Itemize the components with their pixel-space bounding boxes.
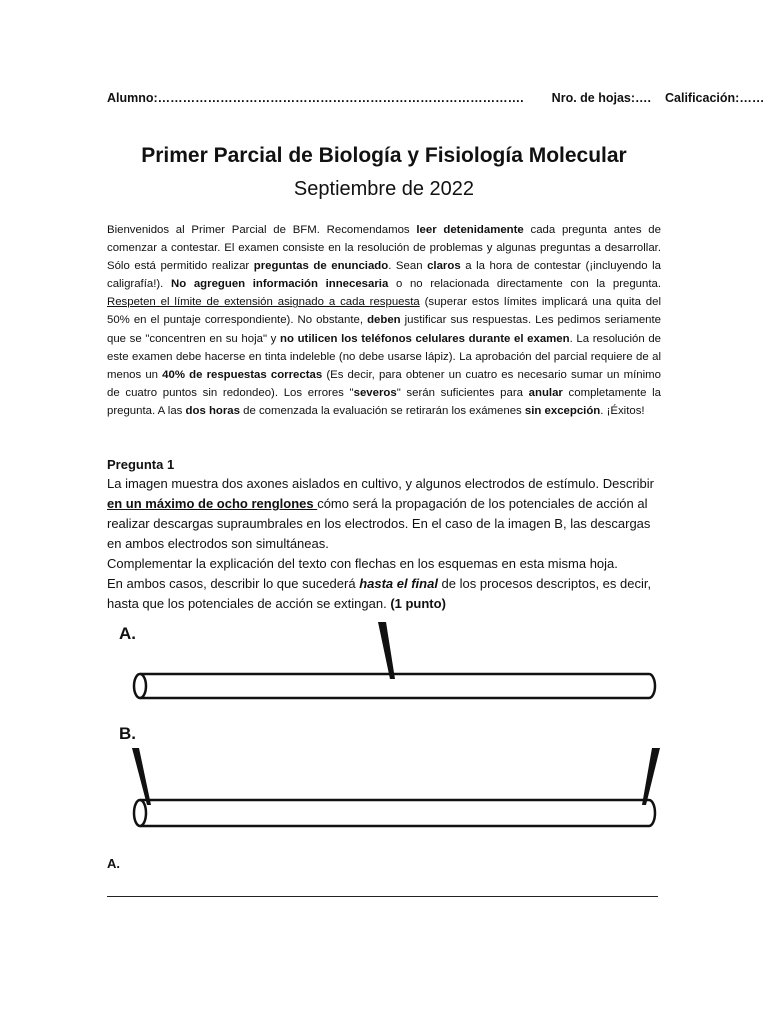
text-run: La imagen muestra dos axones aislados en cultivo, y algunos electrodos de estímulo. Describir (107, 476, 655, 491)
text-run: justificar sus respuestas. Les pedimos seriamente que se "concentren en su hoja" y (107, 314, 661, 345)
nro-hojas-field: Nro. de hojas:…. (551, 91, 651, 105)
bold-text: no utilicen los teléfonos celulares durante el examen (280, 332, 570, 345)
text-run: (Es decir, para obtener un cuatro es necesario sumar un mínimo de cuatro puntos sin redondeo). Los errores " (107, 368, 661, 399)
figure-a-label: A. (119, 624, 136, 643)
bold-text: severos (353, 386, 397, 399)
text-run: . ¡Éxitos! (600, 404, 645, 417)
answer-a-line[interactable] (107, 896, 658, 897)
bold-text: preguntas de enunciado (253, 260, 389, 273)
bold-text: (1 punto) (390, 596, 446, 611)
text-run: " serán suficientes para (396, 386, 529, 399)
bold-text: leer detenidamente (416, 224, 524, 236)
bold-text: dos horas (185, 404, 240, 417)
text-run: a la hora de contestar (¡incluyendo la caligrafía!). (107, 260, 661, 291)
bold-text: claros (427, 260, 461, 273)
figure-b-label: B. (119, 724, 136, 743)
text-run: completamente la pregunta. A las (107, 386, 661, 417)
bold-text: No agreguen información innecesaria (171, 278, 389, 291)
exam-date: Septiembre de 2022 (293, 178, 475, 200)
alumno-field: Alumno:……………………………………………………………………………. (107, 91, 524, 105)
text-run: . Sean (388, 260, 428, 273)
electrode-a (378, 622, 395, 679)
text-run: cada pregunta antes de comenzar a contestar. El examen consiste en la resolución de problemas y algunas preguntas a desarrollar. Sólo está permitido realizar (107, 224, 661, 273)
text-run: de comenzada la evaluación se retirarán los exámenes (239, 404, 525, 417)
text-run: . La resolución de este examen debe hacerse en tinta indeleble (no debe usarse lápiz). La aprobación del parcial requiere de al menos un (107, 332, 661, 381)
exam-title: Primer Parcial de Biología y Fisiología Molecular (141, 144, 627, 167)
axon-b (134, 800, 655, 826)
underlined-text: Respeten el límite de extensión asignado a cada respuesta (107, 296, 420, 309)
text-run: En ambos casos, describir lo que sucederá (107, 576, 360, 591)
bold-text: anular (528, 386, 563, 399)
bold-text: sin excepción (524, 404, 601, 417)
text-run: Complementar la explicación del texto con flechas en los esquemas en esta misma hoja. (107, 556, 618, 571)
text-run: de los procesos descriptos, es decir, hasta que los potenciales de acción se extingan. (107, 576, 652, 611)
text-run: o no relacionada directamente con la pregunta. (388, 278, 661, 291)
bold-italic-text: hasta el final (359, 576, 438, 591)
bold-underlined-text: en un máximo de ocho renglones (107, 496, 318, 511)
answer-a-label: A. (107, 856, 120, 871)
text-run: (superar estos límites implicará una quita del 50% en el puntaje correspondiente). No obstante, (107, 296, 661, 327)
electrode-b-right (642, 748, 660, 805)
calificacion-field: Calificación:…… (665, 91, 765, 105)
bold-text: 40% de respuestas correctas (162, 368, 323, 381)
bold-text: deben (367, 314, 401, 327)
electrode-b-left (132, 748, 151, 805)
text-run: Bienvenidos al Primer Parcial de BFM. Recomendamos (107, 224, 417, 236)
question-1-title: Pregunta 1 (107, 457, 175, 472)
text-run: cómo será la propagación de los potenciales de acción al realizar descargas supraumbrales en los electrodos. En el caso de la imagen B, las descargas en ambos electrodos son simultáneas. (107, 496, 651, 551)
